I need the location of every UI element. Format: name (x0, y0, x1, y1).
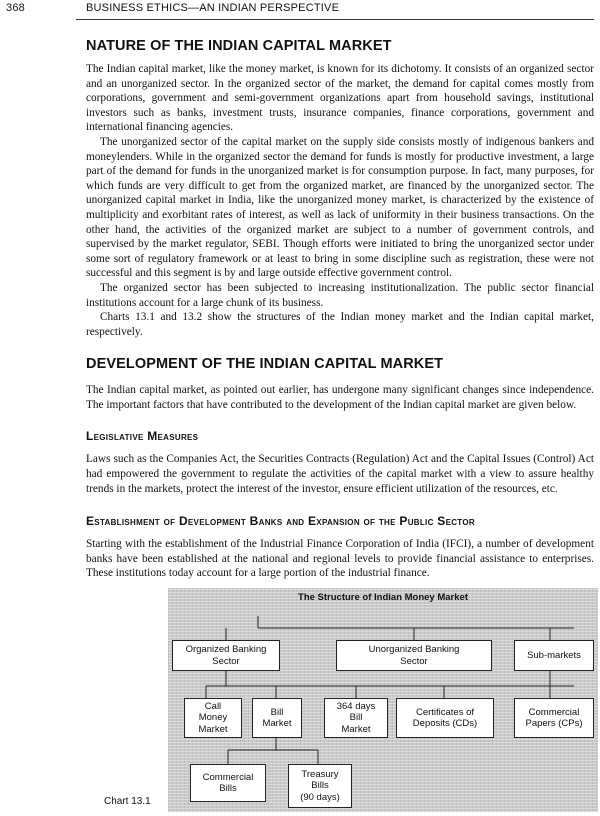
node-organized-banking-sector: Organized Banking Sector (172, 640, 280, 671)
node-call-money-market: Call Money Market (184, 698, 242, 738)
paragraph: Laws such as the Companies Act, the Securities Contracts (Regulation) Act and the Capital Issues (Control) Act had empowered the government to regulate the activities of the capital market with a view to assure healthy trends in the markets, protect the interest of the investor, ensure efficient utilization of the resources, etc. (86, 453, 594, 495)
paragraph: Charts 13.1 and 13.2 show the structures of the Indian money market and the Indian capital market, respectively. (86, 311, 594, 338)
page-number: 368 (6, 2, 25, 14)
paragraph: The unorganized sector of the capital market on the supply side consists mostly of indigenous bankers and moneylenders. While in the organized sector the demand for funds is mostly for productive investment, a large part of the demand for funds in the unorganized market is for consumption purpose. In fact, many purposes, for which funds are very difficult to get from the organized market, are financed by the unorganized sector. The unorganized capital market in India, like the unorganized money market, is characterized by the existence of multiplicity and exorbitant rates of interest, as well as lack of uniformity in their business transactions. On the other hand, the activities of the organized market are subject to a number of government controls, and supervised by the market regulator, SEBI. Though efforts were initiated to bring the unorganized sector under some sort of regulatory framework or at least to bring in some discipline such as registration, these were not successful and this segment is by and large outside effective government control. (86, 135, 594, 280)
node-364-days-bill-market: 364 days Bill Market (324, 698, 388, 738)
node-sub-markets: Sub-markets (514, 640, 594, 671)
page-header (6, 2, 594, 18)
subsection-title-legislative: Legislative Measures (86, 429, 199, 444)
subsection-title-development-banks: Establishment of Development Banks and Expansion of the Public Sector (86, 514, 475, 529)
node-commercial-bills: Commercial Bills (190, 764, 266, 802)
main-text (86, 30, 594, 581)
paragraph: The Indian capital market, like the money market, is known for its dichotomy. It consists of an organized sector and an unorganized sector. In the organized sector of the market, the demand for capital comes mostly from corporations, government and semi-government organizations apart from household savings, institutional investors such as banks, investment trusts, insurance companies, finance corporations, government and international financing agencies. (86, 63, 594, 134)
node-bill-market: Bill Market (252, 698, 302, 738)
chart-caption: Chart 13.1 (104, 796, 151, 807)
node-treasury-bills: Treasury Bills (90 days) (288, 764, 352, 808)
header-rule (76, 19, 594, 20)
node-certificates-of-deposits: Certificates of Deposits (CDs) (396, 698, 494, 738)
node-commercial-papers: Commercial Papers (CPs) (514, 698, 594, 738)
section-title-development: DEVELOPMENT OF THE INDIAN CAPITAL MARKET (86, 356, 444, 373)
running-head: BUSINESS ETHICS—AN INDIAN PERSPECTIVE (86, 2, 340, 14)
node-unorganized-banking-sector: Unorganized Banking Sector (336, 640, 492, 671)
paragraph: Starting with the establishment of the Industrial Finance Corporation of India (IFCI), a number of development banks have been established at the national and regional levels to provide financial assistance to enterprises. These institutions today account for a large portion of the industrial finance. (86, 538, 594, 580)
section-title-nature: NATURE OF THE INDIAN CAPITAL MARKET (86, 38, 392, 54)
paragraph: The organized sector has been subjected to increasing institutionalization. The public sector financial institutions account for a large chunk of its business. (86, 281, 594, 309)
chart-title: The Structure of Indian Money Market (298, 592, 468, 603)
money-market-structure-chart (168, 588, 598, 812)
paragraph: The Indian capital market, as pointed out earlier, has undergone many significant changes since independence. The important factors that have contributed to the development of the Indian capital market are given below. (86, 384, 594, 411)
